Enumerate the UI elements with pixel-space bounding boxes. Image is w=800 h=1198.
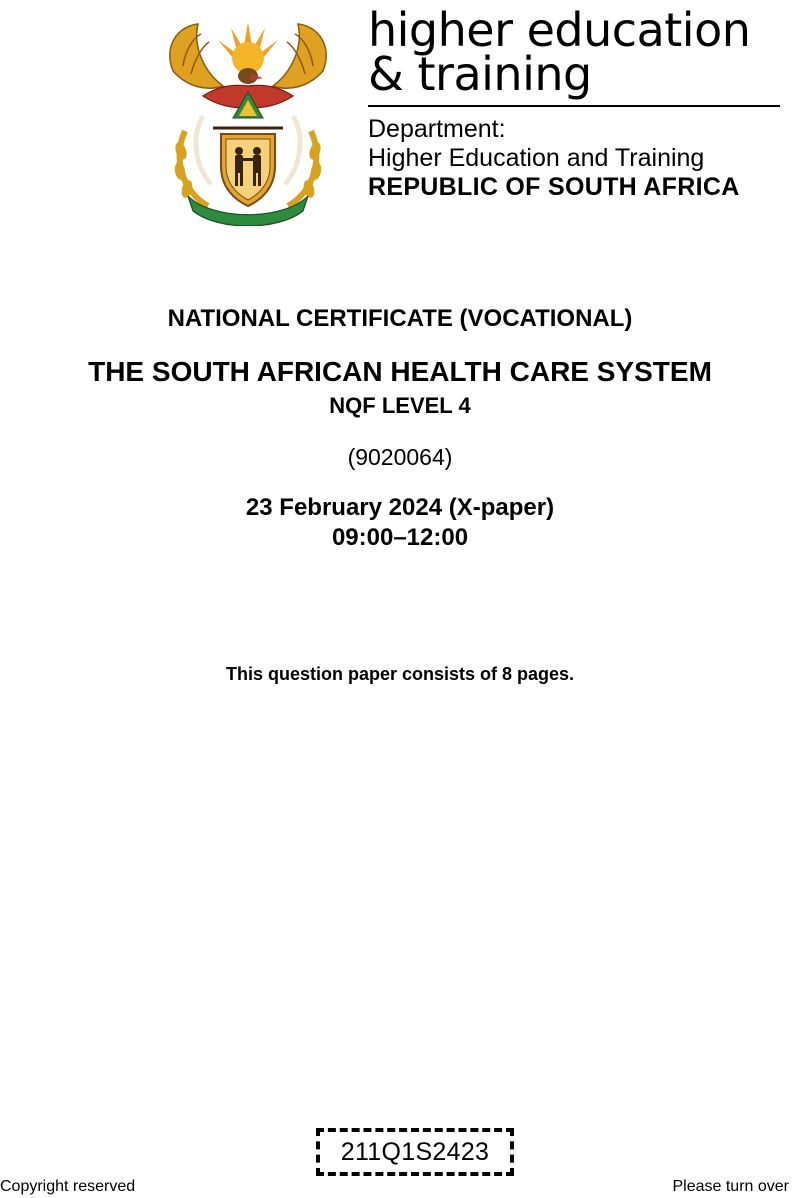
- copyright-notice: Copyright reserved: [0, 1178, 136, 1195]
- page-count-note: This question paper consists of 8 pages.: [225, 664, 575, 684]
- brand-divider: [368, 105, 780, 107]
- exam-date: 23 February 2024 (X-paper): [245, 494, 555, 521]
- subject-title: THE SOUTH AFRICAN HEALTH CARE SYSTEM: [88, 356, 712, 387]
- department-name: Higher Education and Training: [368, 144, 705, 172]
- brand-block: [368, 3, 783, 202]
- nqf-level: NQF LEVEL 4: [329, 393, 471, 418]
- brand-line-2: & training: [368, 47, 592, 101]
- brand-line-1: higher education: [368, 3, 751, 57]
- exam-time: 09:00–12:00: [331, 524, 469, 551]
- paper-reference-code: 211Q1S2423: [316, 1128, 514, 1176]
- coat-of-arms-icon: [163, 16, 333, 226]
- country-name: REPUBLIC OF SOUTH AFRICA: [368, 173, 740, 201]
- turn-over-note: Please turn over: [672, 1178, 789, 1195]
- department-label: Department:: [368, 115, 506, 143]
- subject-code: (9020064): [347, 444, 453, 470]
- qualification-title: NATIONAL CERTIFICATE (VOCATIONAL): [167, 305, 633, 332]
